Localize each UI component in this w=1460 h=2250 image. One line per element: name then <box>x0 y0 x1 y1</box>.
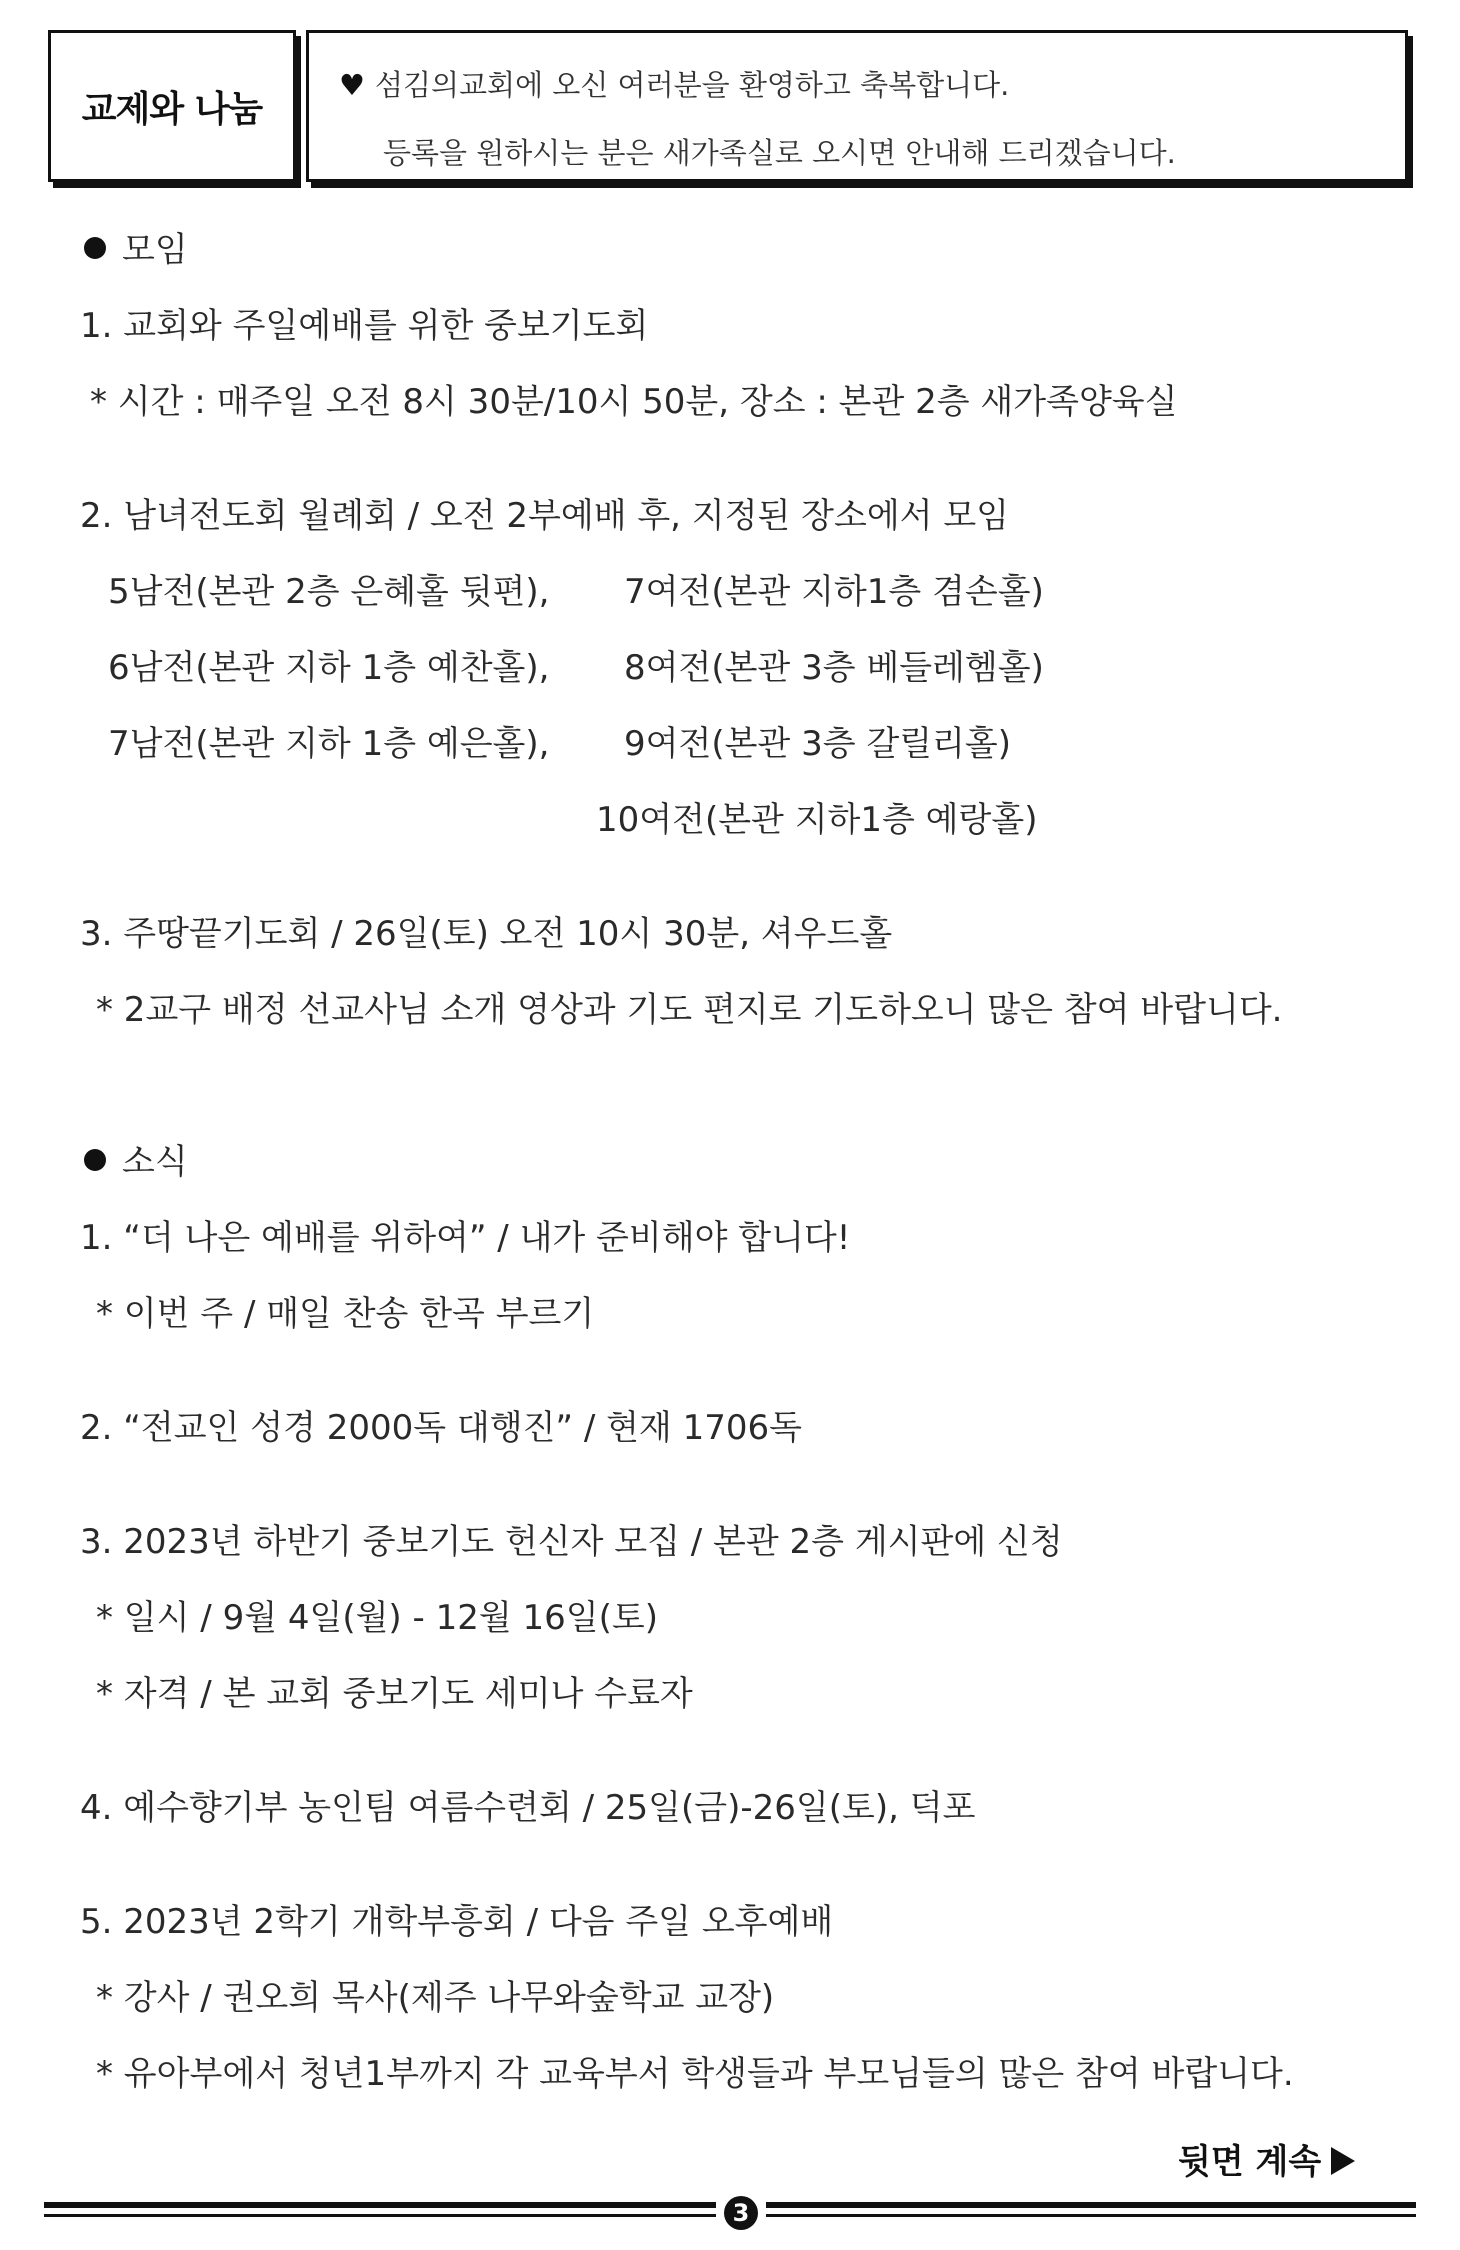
meeting-item-1: 1. 교회와 주일예배를 위한 중보기도회 <box>80 306 649 346</box>
footer-rule-left <box>44 2202 716 2208</box>
meeting-item-1-detail: * 시간 : 매주일 오전 8시 30분/10시 50분, 장소 : 본관 2층 새가족양육실 <box>90 382 1178 422</box>
footer-rule-left-thin <box>44 2214 716 2217</box>
bullet-icon <box>84 237 106 259</box>
meeting-item-2: 2. 남녀전도회 월례회 / 오전 2부예배 후, 지정된 장소에서 모임 <box>80 496 1010 536</box>
news-heading: 소식 <box>84 1142 188 1182</box>
men-group-2: 6남전(본관 지하 1층 예찬홀), <box>108 648 550 688</box>
bullet-icon <box>84 1149 106 1171</box>
meetings-heading: 모임 <box>84 230 188 270</box>
meeting-item-3: 3. 주땅끝기도회 / 26일(토) 오전 10시 30분, 셔우드홀 <box>80 914 893 954</box>
women-group-4: 10여전(본관 지하1층 예랑홀) <box>596 800 1038 840</box>
men-group-1: 5남전(본관 2층 은혜홀 뒷편), <box>108 572 550 612</box>
news-item-1-detail: * 이번 주 / 매일 찬송 한곡 부르기 <box>96 1294 595 1334</box>
welcome-box <box>306 30 1408 182</box>
play-triangle-icon <box>1331 2147 1355 2175</box>
section-title: 교제와 나눔 <box>81 88 263 130</box>
page-number: 3 <box>724 2196 758 2230</box>
heart-icon: ♥ <box>339 68 365 102</box>
section-title-box <box>48 30 296 182</box>
footer-rule-right <box>766 2202 1416 2208</box>
women-group-2: 8여전(본관 3층 베들레헴홀) <box>624 648 1044 688</box>
news-item-3-detail-2: * 자격 / 본 교회 중보기도 세미나 수료자 <box>96 1674 693 1714</box>
news-item-5: 5. 2023년 2학기 개학부흥회 / 다음 주일 오후예배 <box>80 1902 834 1942</box>
welcome-line-2: 등록을 원하시는 분은 새가족실로 오시면 안내해 드리겠습니다. <box>383 136 1176 170</box>
footer-rule-right-thin <box>766 2214 1416 2217</box>
news-item-3-detail-1: * 일시 / 9월 4일(월) - 12월 16일(토) <box>96 1598 658 1638</box>
news-item-5-detail-2: * 유아부에서 청년1부까지 각 교육부서 학생들과 부모님들의 많은 참여 바랍니다. <box>96 2054 1294 2094</box>
women-group-1: 7여전(본관 지하1층 겸손홀) <box>624 572 1044 612</box>
continue-note: 뒷면 계속 <box>1178 2134 1355 2183</box>
men-group-3: 7남전(본관 지하 1층 예은홀), <box>108 724 550 764</box>
news-item-3: 3. 2023년 하반기 중보기도 헌신자 모집 / 본관 2층 게시판에 신청 <box>80 1522 1063 1562</box>
welcome-line-1: ♥ 섬김의교회에 오신 여러분을 환영하고 축복합니다. <box>339 68 1010 102</box>
meeting-item-3-detail: * 2교구 배정 선교사님 소개 영상과 기도 편지로 기도하오니 많은 참여 바랍니다. <box>96 990 1283 1030</box>
news-item-4: 4. 예수향기부 농인팀 여름수련회 / 25일(금)-26일(토), 덕포 <box>80 1788 976 1828</box>
news-item-5-detail-1: * 강사 / 권오희 목사(제주 나무와숲학교 교장) <box>96 1978 775 2018</box>
news-item-2: 2. “전교인 성경 2000독 대행진” / 현재 1706독 <box>80 1408 802 1448</box>
news-item-1: 1. “더 나은 예배를 위하여” / 내가 준비해야 합니다! <box>80 1218 851 1258</box>
women-group-3: 9여전(본관 3층 갈릴리홀) <box>624 724 1012 764</box>
